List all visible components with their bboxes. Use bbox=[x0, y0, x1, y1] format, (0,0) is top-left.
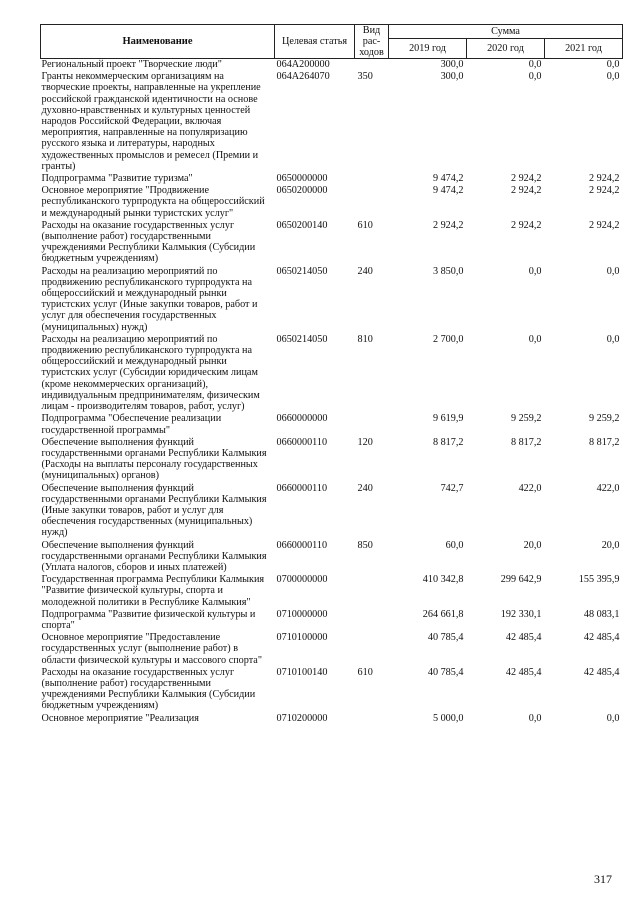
row-2020: 0,0 bbox=[528, 59, 542, 70]
table-row bbox=[41, 574, 623, 609]
table-row bbox=[41, 632, 623, 667]
row-name: Подпрограмма "Обеспечение реализации государственной программы" bbox=[41, 413, 222, 436]
row-name: Региональный проект "Творческие люди" bbox=[41, 59, 222, 70]
row-name: Подпрограмма "Развитие туризма" bbox=[41, 173, 193, 185]
row-2019: 9 474,2 bbox=[432, 173, 464, 185]
row-2020: 2 924,2 bbox=[510, 219, 542, 231]
table-row bbox=[41, 59, 623, 72]
row-vid: 240 bbox=[357, 265, 373, 277]
row-name: Основное мероприятие "Реализация bbox=[41, 712, 199, 724]
row-vid: 610 bbox=[357, 219, 373, 231]
table-row bbox=[41, 609, 623, 632]
row-code: 0700000000 bbox=[276, 574, 328, 586]
row-2021: 42 485,4 bbox=[583, 632, 620, 644]
table-row bbox=[41, 713, 623, 725]
row-2021: 2 924,2 bbox=[588, 185, 620, 197]
header-target-article: Целевая статья bbox=[275, 25, 355, 59]
row-code: 0650200140 bbox=[276, 219, 328, 231]
table-row bbox=[41, 334, 623, 413]
row-2019: 5 000,0 bbox=[432, 712, 464, 724]
row-2019: 9 474,2 bbox=[432, 185, 464, 197]
header-year-2021: 2021 год bbox=[545, 39, 623, 59]
row-2019: 3 850,0 bbox=[432, 265, 464, 277]
row-vid: 810 bbox=[357, 333, 373, 345]
row-vid bbox=[355, 574, 389, 609]
row-name: Расходы на реализацию мероприятий по продвижению республиканского турпродукта на общероссийский и международный рынки туристских услуг (Субсидии юридическим лицам (кроме некоммерческих организаций), индивидуальным предпринимателям, физическим лицам - производителям товаров, работ, услуг) bbox=[41, 333, 260, 413]
row-2021: 422,0 bbox=[596, 482, 620, 494]
row-2019: 742,7 bbox=[440, 482, 464, 494]
budget-table bbox=[40, 24, 623, 725]
row-name: Основное мероприятие "Предоставление государственных услуг (выполнение работ) в области физической культуры и массового спорта" bbox=[41, 632, 262, 666]
row-vid bbox=[355, 59, 389, 72]
row-name: Расходы на реализацию мероприятий по продвижению республиканского турпродукта на общероссийский и международный рынки туристских услуг (Иные закупки товаров, работ и услуг для обеспечения государственных (муниципальных) нужд) bbox=[41, 265, 258, 333]
row-2021: 42 485,4 bbox=[583, 666, 620, 678]
row-2020: 0,0 bbox=[528, 71, 542, 83]
document-page bbox=[40, 24, 622, 725]
row-2021: 0,0 bbox=[606, 265, 620, 277]
row-2021: 2 924,2 bbox=[588, 173, 620, 185]
row-code: 0650000000 bbox=[276, 173, 328, 185]
row-2020: 192 330,1 bbox=[500, 608, 542, 620]
row-2021: 0,0 bbox=[606, 71, 620, 83]
row-2019: 264 661,8 bbox=[422, 608, 464, 620]
row-2021: 48 083,1 bbox=[583, 608, 620, 620]
row-2020: 42 485,4 bbox=[505, 632, 542, 644]
row-vid bbox=[355, 609, 389, 632]
row-name: Основное мероприятие "Продвижение республиканского турпродукта на общероссийский и международный рынки туристских услуг" bbox=[41, 185, 265, 219]
row-vid bbox=[355, 632, 389, 667]
row-code: 0650214050 bbox=[276, 265, 328, 277]
row-2020: 42 485,4 bbox=[505, 666, 542, 678]
row-code: 0650214050 bbox=[276, 333, 328, 345]
row-vid: 610 bbox=[357, 666, 373, 678]
row-2019: 410 342,8 bbox=[422, 574, 464, 586]
row-code: 064A264070 bbox=[276, 71, 330, 83]
row-code: 0660000110 bbox=[276, 436, 328, 448]
row-name: Обеспечение выполнения функций государственными органами Республики Калмыкия (Иные закупки товаров, работ и услуг для обеспечения государственных (муниципальных) нужд) bbox=[41, 482, 267, 539]
row-2021: 20,0 bbox=[601, 539, 620, 551]
row-2020: 0,0 bbox=[528, 265, 542, 277]
table-row bbox=[41, 266, 623, 334]
row-2020: 2 924,2 bbox=[510, 173, 542, 185]
row-vid bbox=[355, 185, 389, 220]
row-code: 0710100000 bbox=[276, 632, 328, 644]
row-code: 0660000110 bbox=[276, 539, 328, 551]
row-name: Обеспечение выполнения функций государственными органами Республики Калмыкия (Расходы на выплаты персоналу государственных (муниципальных) органов) bbox=[41, 436, 267, 482]
row-2019: 9 619,9 bbox=[432, 413, 464, 425]
row-name: Подпрограмма "Развитие физической культуры и спорта" bbox=[41, 608, 256, 631]
header-sum: Сумма bbox=[389, 25, 623, 39]
row-2019: 60,0 bbox=[445, 539, 464, 551]
row-2019: 2 924,2 bbox=[432, 219, 464, 231]
row-2020: 422,0 bbox=[518, 482, 542, 494]
row-2021: 9 259,2 bbox=[588, 413, 620, 425]
table-row bbox=[41, 173, 623, 185]
row-2021: 0,0 bbox=[606, 59, 620, 70]
row-2020: 20,0 bbox=[523, 539, 542, 551]
row-name: Обеспечение выполнения функций государственными органами Республики Калмыкия (Уплата налогов, сборов и иных платежей) bbox=[41, 539, 267, 573]
table-row bbox=[41, 667, 623, 713]
row-2020: 8 817,2 bbox=[510, 436, 542, 448]
header-expense-type: Вид рас-ходов bbox=[355, 25, 389, 59]
page-number: 317 bbox=[594, 872, 612, 886]
row-name: Расходы на оказание государственных услуг (выполнение работ) государственными учреждениями Республики Калмыкия (Субсидии бюджетным учреждениям) bbox=[41, 666, 256, 712]
row-vid bbox=[355, 173, 389, 185]
header-name: Наименование bbox=[41, 25, 275, 59]
row-2020: 9 259,2 bbox=[510, 413, 542, 425]
row-2020: 0,0 bbox=[528, 333, 542, 345]
row-2020: 0,0 bbox=[528, 712, 542, 724]
header-year-2020: 2020 год bbox=[467, 39, 545, 59]
row-2020: 299 642,9 bbox=[500, 574, 542, 586]
row-2021: 0,0 bbox=[606, 712, 620, 724]
row-code: 0710100140 bbox=[276, 666, 328, 678]
row-2020: 2 924,2 bbox=[510, 185, 542, 197]
row-2019: 8 817,2 bbox=[432, 436, 464, 448]
row-code: 0710200000 bbox=[276, 712, 328, 724]
row-name: Расходы на оказание государственных услуг (выполнение работ) государственными учреждениями Республики Калмыкия (Субсидии бюджетным учреждениям) bbox=[41, 219, 256, 265]
row-2019: 300,0 bbox=[440, 59, 464, 70]
row-vid: 120 bbox=[357, 436, 373, 448]
row-2019: 300,0 bbox=[440, 71, 464, 83]
table-row bbox=[41, 437, 623, 483]
row-2019: 40 785,4 bbox=[427, 632, 464, 644]
row-2021: 155 395,9 bbox=[578, 574, 620, 586]
row-vid: 850 bbox=[357, 539, 373, 551]
table-row bbox=[41, 71, 623, 173]
row-vid bbox=[355, 713, 389, 725]
row-name: Гранты некоммерческим организациям на творческие проекты, направленные на укрепление российской гражданской идентичности на основе духовно-нравственных и культурных ценностей народов Российской Федерации, включая мероприятия, направленные на популяризацию русского языка и литературы, народных художественных промыслов и ремесел (Премии и гранты) bbox=[41, 71, 261, 172]
row-vid bbox=[355, 413, 389, 436]
row-vid: 350 bbox=[357, 71, 373, 83]
row-2019: 2 700,0 bbox=[432, 333, 464, 345]
table-body bbox=[41, 59, 623, 725]
row-2021: 8 817,2 bbox=[588, 436, 620, 448]
row-code: 0660000110 bbox=[276, 482, 328, 494]
table-row bbox=[41, 540, 623, 575]
row-code: 0660000000 bbox=[276, 413, 328, 425]
row-name: Государственная программа Республики Калмыкия "Развитие физической культуры, спорта и молодежной политики в Республике Калмыкия" bbox=[41, 574, 265, 608]
row-2021: 2 924,2 bbox=[588, 219, 620, 231]
table-row bbox=[41, 413, 623, 436]
row-code: 0650200000 bbox=[276, 185, 328, 197]
row-2021: 0,0 bbox=[606, 333, 620, 345]
row-code: 064A200000 bbox=[276, 59, 330, 70]
row-vid: 240 bbox=[357, 482, 373, 494]
row-code: 0710000000 bbox=[276, 608, 328, 620]
table-row bbox=[41, 483, 623, 540]
row-2019: 40 785,4 bbox=[427, 666, 464, 678]
table-row bbox=[41, 185, 623, 220]
table-row bbox=[41, 220, 623, 266]
header-year-2019: 2019 год bbox=[389, 39, 467, 59]
